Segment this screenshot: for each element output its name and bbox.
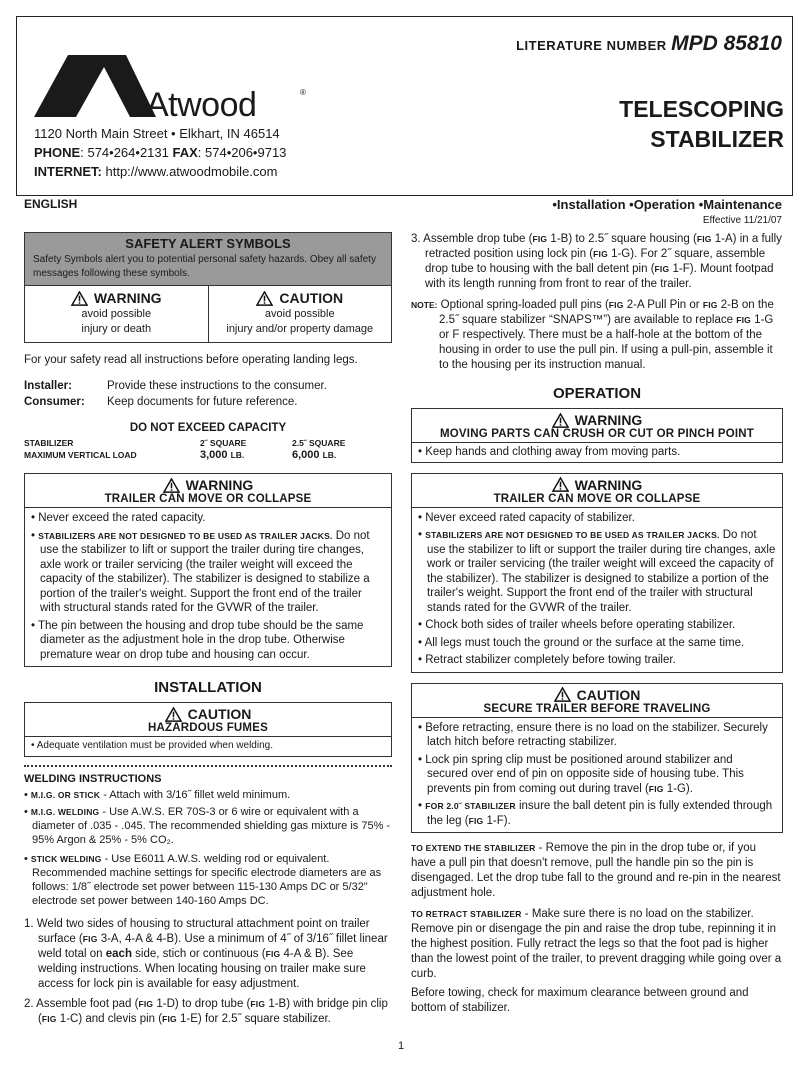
warning-triangle-icon [71,291,88,306]
bullet: • Never exceed the rated capacity. [31,512,206,524]
safety-alert-description: Safety Symbols alert you to potential personal safety hazards. Obey all safety messages following these symbols. [33,254,376,279]
warning-box-collapse-op: WARNING TRAILER CAN MOVE OR COLLAPSE • Never exceed rated capacity of stabilizer. • STABILIZERS ARE NOT DESIGNED TO BE USED AS TRAILER JACKS. Do not use the stabilizer to lift or support the trailer during tire changes, axle work or trailer servicing (the trailer weight will exceed the capacity of the stabilizer). The stabilizer is designed to stabilize a portion of the trailer's weight. Support the front end of the trailer with structural stands rated for the GVWR of the trailer. • Chock both sides of trailer wheels before operating stabilizer. • All legs must touch the ground or the surface at the same time. • Retract stabilizer completely before towing trailer. [411,473,783,673]
bullet: • Retract stabilizer completely before towing trailer. [418,654,676,666]
page-number: 1 [398,1040,405,1052]
bullet: • FOR 2.0˝ STABILIZER insure the ball detent pin is fully extended through the leg (FIG 1-F). [418,800,773,827]
bullet: • Never exceed rated capacity of stabilizer. [418,511,635,524]
section-list: •Installation •Operation •Maintenance [552,197,782,212]
extend-instructions: TO EXTEND THE STABILIZER - Remove the pin in the drop tube or, if you have a pull pin that doesn't remove, pull the handle pin so the pin is disengaged. Let the drop tube fall to the ground and re-pin in the nearest adjustment hole. [411,842,781,899]
dotted-divider [24,765,392,767]
brand-name: Atwood [146,86,257,124]
towing-note: Before towing, check for maximum clearance between ground and bottom of stabilizer. [411,987,749,1014]
read-instructions-note: For your safety read all instructions before operating landing legs. [24,354,358,366]
operation-heading: OPERATION [552,385,642,402]
welding-instructions-title: WELDING INSTRUCTIONS [24,772,162,785]
bullet: • Keep hands and clothing away from moving parts. [418,446,681,458]
warning-triangle-icon [552,413,569,428]
company-address-block [34,124,286,181]
weld-item: • M.I.G. OR STICK - Attach with 3/16˝ fillet weld minimum. [24,788,291,801]
street-address: 1120 North Main Street • Elkhart, IN 46514 [34,126,280,141]
literature-number: LITERATURE NUMBER MPD 85810 [516,32,782,55]
warning-triangle-icon [163,478,180,493]
weld-item: • STICK WELDING - Use E6011 A.W.S. welding rod or equivalent. Recommended machine settings for specific electrode diameters are as follows: 1/8˝ electrode set power between 115-130 Amps DC or 5/32" electrode set power between 140-160 Amps DC. [24,852,382,907]
phone-fax-line: PHONE: 574•264•2131 FAX: 574•206•9713 [34,145,287,160]
bullet: • Chock both sides of trailer wheels before operating stabilizer. [418,619,736,631]
bullet: • STABILIZERS ARE NOT DESIGNED TO BE USED AS TRAILER JACKS. Do not use the stabilizer to lift or support the trailer during tire changes, axle work or trailer servicing (the trailer weight will exceed the capacity of the stabilizer). The stabilizer is designed to stabilize a portion of the trailer's weight. Support the front end of the trailer with structural stands rated for the GVWR of the trailer. [418,529,776,614]
caution-triangle-icon [165,707,182,722]
retract-instructions: TO RETRACT STABILIZER - Make sure there is no load on the stabilizer. Remove pin or disengage the pin and raise the drop tube, repinning it in the highest position. Fully retract the legs so that the foot pad is higher than the lowest point of the trailer, to prevent dragging while going over a curb. [411,908,782,980]
weld-item: • M.I.G. WELDING - Use A.W.S. ER 70S-3 or 6 wire or equivalent with a diameter of .035 - .045. The recommended shielding gas mixture is 75% - 95% Argon & 25% - 5% CO₂. [24,805,391,846]
bullet: • Before retracting, ensure there is no load on the stabilizer. Securely latch hitch before retracting stabilizer. [418,721,768,748]
step-1: 1. Weld two sides of housing to structural attachment point on trailer surface (FIG 3-A, 4-A & 4-B). Use a minimum of 4˝ of 3/16˝ fillet linear weld total on each side, stich or continuous (FIG 4-A & B). See welding instructions. When locating housing on trailer make sure access for lock pin is available for easy adjustment. [24,917,388,990]
caution-triangle-icon [554,687,571,702]
caution-legend: CAUTION avoid possible injury and/or property damage [208,286,392,342]
caution-box-travel: CAUTION SECURE TRAILER BEFORE TRAVELING • Before retracting, ensure there is no load on the stabilizer. Securely latch hitch before retracting stabilizer. • Lock pin spring clip must be positioned around stabilizer and secured over end of pin on opposite side of housing tube. This prevents pin from coming out during travel (FIG 1-G). • FOR 2.0˝ STABILIZER insure the ball detent pin is fully extended through the leg (FIG 1-F). [411,683,783,834]
caution-triangle-icon [256,291,273,306]
warning-triangle-icon [552,477,569,492]
bullet: • Adequate ventilation must be provided when welding. [31,740,273,751]
warning-legend: WARNING avoid possible injury or death [25,286,208,342]
language-label: ENGLISH [24,197,78,211]
warning-box-collapse: WARNING TRAILER CAN MOVE OR COLLAPSE • Never exceed the rated capacity. • STABILIZERS ARE NOT DESIGNED TO BE USED AS TRAILER JACKS. Do not use the stabilizer to lift or support the trailer during tire changes, axle work or trailer servicing (the trailer weight will exceed the capacity of the stabilizer). The stabilizer is designed to stabilize a portion of the trailer's weight. Support the front end of the trailer with structural stands rated for the GVWR of the trailer. • The pin between the housing and drop tube should be the same diameter as the adjustment hole in the drop tube. Otherwise premature wear on drop tube and housing can occur. [24,473,392,667]
left-column [24,232,392,1027]
bullet: • All legs must touch the ground or the surface at the same time. [418,636,745,649]
registered-mark: ® [300,88,306,97]
warning-box-moving-parts: WARNING MOVING PARTS CAN CRUSH OR CUT OR PINCH POINT • Keep hands and clothing away from moving parts. [411,408,783,463]
step-2: 2. Assemble foot pad (FIG 1-D) to drop tube (FIG 1-B) with bridge pin clip (FIG 1-C) and clevis pin (FIG 1-E) for 2.5˝ square stabilizer. [24,997,388,1025]
note-pull-pins: NOTE: Optional spring-loaded pull pins (FIG 2-A Pull Pin or FIG 2-B on the 2.5˝ square stabilizer “SNAPS™”) are available to replace FIG 1-G or F respectively. There must be a half-hole at the bottom of the housing in order to use the pull pin. If using a pull-pin, assemble it to the housing per its instruction manual. [411,299,774,371]
step-3: 3. Assemble drop tube (FIG 1-B) to 2.5˝ square housing (FIG 1-A) in a fully retracted position using lock pin (FIG 1-G). For 2˝ square, assemble drop tube to housing with the ball detent pin (FIG 1-F). Mount footpad with its length running from front to rear of the trailer. [411,233,782,290]
bullet: • The pin between the housing and drop tube should be the same diameter as the adjustment hole in the drop tube. Otherwise premature wear on drop tube and housing can occur. [31,619,364,661]
internet-line: INTERNET: http://www.atwoodmobile.com [34,164,278,179]
safety-alert-box [24,232,392,343]
right-column [411,232,783,1016]
bullet: • Lock pin spring clip must be positioned around stabilizer and secured over end of pin on opposite side of housing tube. This prevents pin from coming out during travel (FIG 1-G). [418,753,744,795]
installer-consumer-list: Installer: Provide these instructions to the consumer. Consumer: Keep documents for future reference. [24,380,327,408]
safety-alert-title: SAFETY ALERT SYMBOLS [125,236,291,251]
bullet: • STABILIZERS ARE NOT DESIGNED TO BE USED AS TRAILER JACKS. Do not use the stabilizer to lift or support the trailer during tire changes, axle work or trailer servicing (the trailer weight will exceed the capacity of the stabilizer). The stabilizer is designed to stabilize a portion of the trailer's weight. Support the front end of the trailer with structural stands rated for the GVWR of the trailer. [31,529,370,614]
caution-box-fumes: CAUTION HAZARDOUS FUMES • Adequate ventilation must be provided when welding. [24,702,392,757]
effective-date: Effective 11/21/07 [702,215,782,226]
installation-heading: INSTALLATION [154,679,262,696]
capacity-table: DO NOT EXCEED CAPACITY STABILIZER 2˝ SQUARE 2.5˝ SQUARE MAXIMUM VERTICAL LOAD 3,000 LB. 6,000 LB. [24,422,346,461]
document-title: TELESCOPING STABILIZER [619,96,784,152]
